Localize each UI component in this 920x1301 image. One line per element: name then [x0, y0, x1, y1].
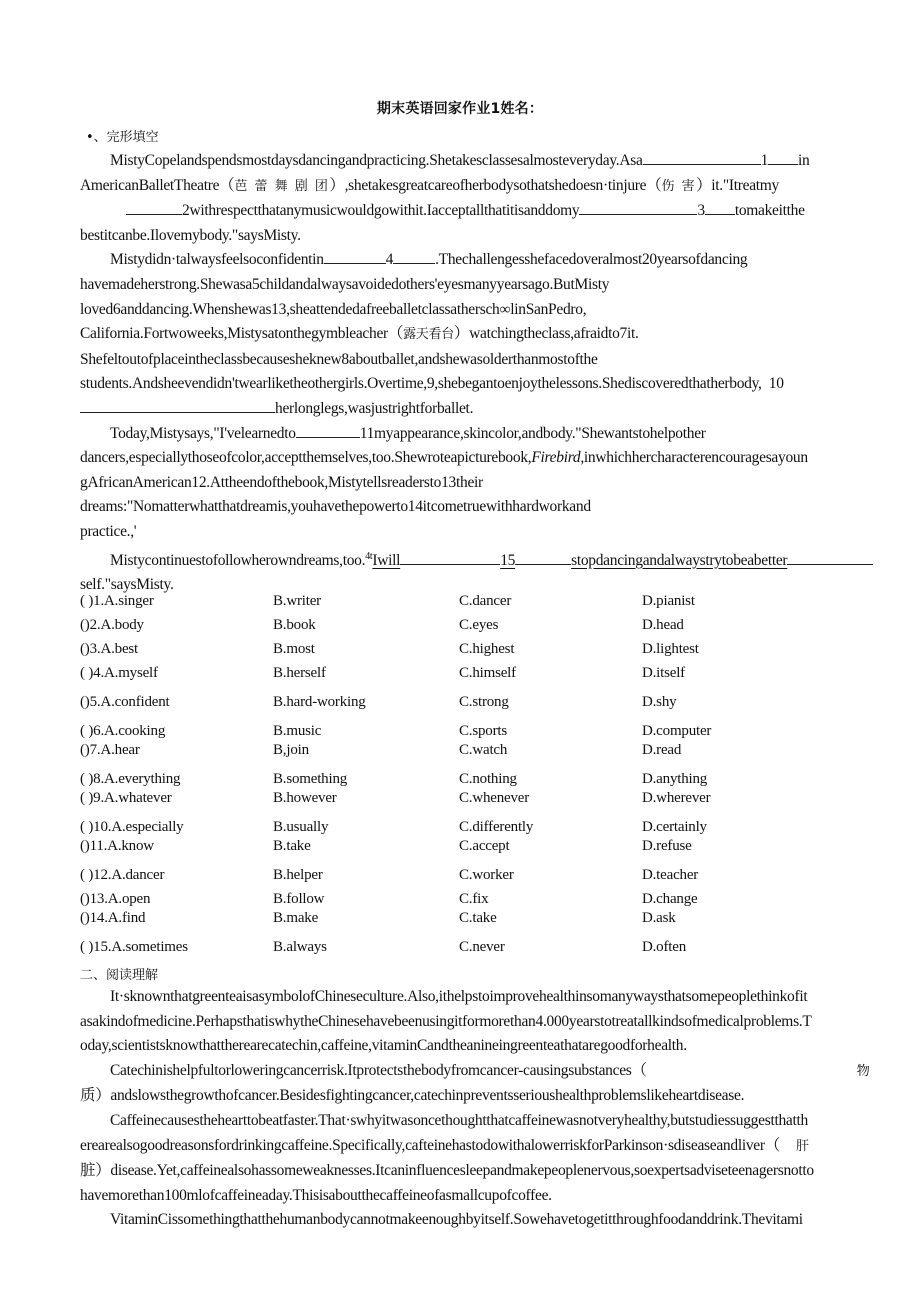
option-d[interactable]: D.head — [642, 617, 684, 633]
cn-gloss-ballet: 芭 蕾 舞 剧 团 — [234, 178, 330, 194]
option-b[interactable]: B.herself — [273, 665, 326, 681]
p1-line5: 2withrespectthatanymusicwouldgowithit.Iacceptallthatitisanddomy — [182, 202, 580, 220]
option-b[interactable]: B.helper — [273, 867, 323, 883]
p2-line9: herlonglegs,wasjustrightforballet. — [275, 399, 474, 417]
r2-line3: 质）andslowsthegrowthofcancer.Besidesfightingcancer,catechinpreventsserioushealthproblemslikeheartdisease. — [80, 1087, 745, 1105]
option-answer-box-10[interactable]: ( ) 10.A.especially — [80, 818, 273, 837]
option-answer-box-3[interactable]: () 3.A.best — [80, 640, 273, 659]
p2-line7: Shefeltoutofplaceintheclassbecausesheknew8aboutballet,andshewasolderthanmostofthe — [80, 350, 598, 368]
option-c[interactable]: C.strong — [459, 694, 509, 710]
blank-line — [400, 550, 500, 565]
option-answer-box-9[interactable]: ( ) 9.A.whatever — [80, 789, 273, 808]
spacer — [80, 928, 840, 938]
blank-line — [324, 249, 386, 264]
spacer — [80, 856, 840, 866]
option-b[interactable]: B.take — [273, 838, 311, 854]
spacer — [80, 683, 840, 693]
option-answer-box-14[interactable]: () 14.A.find — [80, 909, 273, 928]
option-a[interactable]: A.myself — [104, 665, 158, 681]
p4-line5: self."saysMisty. — [80, 576, 174, 594]
section-heading-cloze: •、完形填空 — [86, 130, 159, 145]
blank-line — [768, 150, 798, 165]
option-b[interactable]: B.always — [273, 939, 327, 955]
option-c[interactable]: C.nothing — [459, 771, 517, 787]
option-number: 5 — [89, 694, 97, 710]
option-d[interactable]: D.refuse — [642, 838, 692, 854]
option-row-15[interactable] — [80, 938, 840, 957]
option-a[interactable]: A.body — [100, 617, 144, 633]
p2-blanknum-10: 10 — [768, 375, 784, 393]
option-a[interactable]: A.dancer — [111, 867, 165, 883]
option-answer-box-12[interactable]: ( ) 12.A.dancer — [80, 866, 273, 885]
option-number: 9 — [93, 790, 101, 806]
option-a[interactable]: A.hear — [100, 742, 140, 758]
reading-paragraph-3 — [80, 1109, 920, 1208]
option-b[interactable]: B.music — [273, 723, 322, 739]
blank-line — [296, 423, 360, 438]
option-number: 13 — [89, 891, 105, 907]
p1-tail1: in — [798, 152, 810, 169]
option-answer-box-4[interactable]: ( ) 4.A.myself — [80, 664, 273, 683]
option-d[interactable]: D.pianist — [642, 593, 695, 609]
p2-line8: students.Andsheevendidn'twearliketheothergirls.Overtime,9,shebegantoenjoythelessons.Shediscoveredthatherbody, — [80, 375, 762, 393]
option-c[interactable]: C.highest — [459, 641, 515, 657]
option-number: 4 — [93, 665, 101, 681]
option-d[interactable]: D.certainly — [642, 819, 707, 835]
option-number: 10 — [93, 819, 108, 835]
option-number: 11 — [89, 838, 104, 854]
option-c[interactable]: C.sports — [459, 723, 507, 739]
r3-line5: havemorethan100mlofcaffeineaday.Thisisaboutthecaffeineofasmallcupofcoffee. — [80, 1186, 552, 1204]
option-b[interactable]: B.make — [273, 910, 319, 926]
option-c[interactable]: C.himself — [459, 665, 516, 681]
option-a[interactable]: A.singer — [104, 593, 154, 609]
option-b[interactable]: B.writer — [273, 593, 321, 609]
cn-gloss-substances: 物 — [856, 1063, 870, 1079]
option-number: 12 — [93, 867, 108, 883]
r3-line1: Caffeinecausesthehearttobeatfaster.That·swhyitwasoncethoughtthatcaffeinewasnotveryhealthy,butstudiessuggestthatth — [110, 1111, 808, 1129]
reading-paragraph-4 — [80, 1208, 920, 1233]
option-d[interactable]: D.ask — [642, 910, 676, 926]
option-a[interactable]: A.know — [107, 838, 154, 854]
p3-line7: dreams:"Nomatterwhatthatdreamis,youhavethepowerto14itcometruewithhardworkand — [80, 498, 591, 516]
option-b[interactable]: B,join — [273, 742, 309, 758]
cn-gloss-bleacher: 露天看台 — [403, 327, 454, 343]
option-b[interactable]: B.book — [273, 617, 316, 633]
option-d[interactable]: D.wherever — [642, 790, 711, 806]
option-a[interactable]: A.everything — [104, 771, 181, 787]
option-answer-box-15[interactable]: ( ) 15.A.sometimes — [80, 938, 273, 957]
option-a[interactable]: A.best — [100, 641, 139, 657]
blank-line — [126, 200, 182, 215]
blank-line — [787, 550, 873, 565]
option-row-11[interactable] — [80, 837, 840, 856]
option-row-10[interactable] — [80, 818, 840, 837]
option-c[interactable]: C.worker — [459, 867, 514, 883]
p1-line7: bestitcanbe.Ilovemybody."saysMisty. — [80, 226, 301, 244]
option-number: 1 — [93, 593, 101, 609]
option-b[interactable]: B.hard-working — [273, 694, 366, 710]
option-answer-box-8[interactable]: ( ) 8.A.everything — [80, 770, 273, 789]
p1-line2: AmericanBalletTheatre（ — [80, 176, 235, 194]
option-a[interactable]: A.sometimes — [111, 939, 188, 955]
option-a[interactable]: A.find — [107, 910, 146, 926]
option-row-6[interactable] — [80, 722, 840, 741]
p4-line2: Iwill — [372, 551, 401, 569]
option-number: 8 — [93, 771, 101, 787]
option-row-9[interactable] — [80, 789, 840, 808]
blank-line — [643, 150, 761, 165]
option-b[interactable]: B.however — [273, 790, 337, 806]
p1-line1: MistyCopelandspendsmostdaysdancingandpracticing.Shetakesclassesalmosteveryday.Asa — [110, 152, 643, 169]
blank-line — [80, 398, 275, 413]
option-answer-box-5[interactable]: () 5.A.confident — [80, 693, 273, 712]
option-d[interactable]: D.change — [642, 891, 698, 907]
spacer — [80, 760, 840, 770]
p1-line6: tomakeitthe — [734, 202, 805, 220]
option-c[interactable]: C.accept — [459, 838, 510, 854]
option-c[interactable]: C.watch — [459, 742, 508, 758]
r3-line2: erearealsogoodreasonsfordrinkingcaffeine.Specifically,cafteinehastodowithalowerriskforParkinson·sdiseaseandliver（ — [80, 1136, 780, 1154]
option-row-2[interactable] — [80, 616, 840, 635]
option-a[interactable]: A.whatever — [104, 790, 172, 806]
blank-line — [515, 550, 571, 565]
option-number: 14 — [89, 910, 105, 926]
option-row-4[interactable] — [80, 664, 840, 683]
option-d[interactable]: D.often — [642, 939, 687, 955]
option-row-13[interactable] — [80, 890, 840, 909]
p1-line3: ）,shetakesgreatcareofherbodysothatshedoesn·tinjure（ — [329, 176, 662, 194]
cn-gloss-injure: 伤 害 — [661, 178, 697, 194]
p2-line3: havemadeherstrong.Shewasa5childandalwaysavoidedothers'eyesmanyyearsago.ButMisty — [80, 275, 610, 293]
option-a[interactable]: A.confident — [100, 694, 170, 710]
p3-line6: gAfricanAmerican12.Attheendofthebook,Mistytellsreadersto13their — [80, 473, 483, 491]
spacer — [80, 712, 840, 722]
option-c[interactable]: C.dancer — [459, 593, 512, 609]
option-number: 3 — [89, 641, 97, 657]
option-d[interactable]: D.teacher — [642, 867, 699, 883]
p3-line5: inwhichhercharacterencouragesayoun — [583, 449, 808, 467]
option-a[interactable]: A.especially — [111, 819, 184, 835]
option-d[interactable]: D.computer — [642, 723, 712, 739]
option-row-14[interactable] — [80, 909, 840, 928]
option-d[interactable]: D.shy — [642, 694, 677, 710]
option-answer-box-13[interactable]: () 13.A.open — [80, 890, 273, 909]
option-row-7[interactable] — [80, 741, 840, 760]
p2-line4: loved6anddancing.Whenshewas13,sheattendedafreeballetclassathersch∞linSanPedro, — [80, 300, 587, 318]
option-row-1[interactable] — [80, 592, 840, 611]
blank-line — [579, 200, 697, 215]
p1-blanknum-3: 3 — [697, 202, 705, 220]
option-number: 7 — [89, 742, 97, 758]
p1-blanknum-1: 1 — [760, 152, 769, 169]
p4-line1: Mistycontinuestofollowherowndreams,too. — [110, 551, 366, 569]
option-a[interactable]: A.open — [107, 891, 151, 907]
option-d[interactable]: D.read — [642, 742, 682, 758]
option-b[interactable]: B.follow — [273, 891, 325, 907]
option-answer-box-2[interactable]: () 2.A.body — [80, 616, 273, 635]
p3-line8: practice.,' — [80, 522, 137, 540]
p1-line4: ）it."Itreatmy — [696, 176, 779, 194]
spacer — [80, 808, 840, 818]
p4-superscript: 4t — [365, 550, 373, 562]
blank-line — [705, 200, 735, 215]
option-d[interactable]: D.anything — [642, 771, 708, 787]
section-heading-reading: 二、阅读理解 — [80, 968, 159, 983]
cloze-paragraph-4 — [80, 545, 920, 598]
p4-line4: stopdancingandalwaystrytobeabetter — [571, 551, 788, 569]
option-number: 15 — [93, 939, 108, 955]
p2-line6: ）watchingtheclass,afraidto7it. — [453, 325, 639, 343]
p2-line1: Mistydidn·talwaysfeelsoconfidentin — [110, 251, 324, 269]
page-title: 期末英语回家作业1姓名： — [376, 101, 544, 117]
cloze-options-list — [80, 592, 840, 957]
r2-line1: Catechinishelpfultorloweringcancerrisk.Itprotectsthebodyfromcancer-causingsubstances（ — [110, 1061, 647, 1079]
cloze-section — [80, 126, 920, 598]
r1-line2: asakindofmedicine.PerhapsthatiswhytheChinesehavebeenusingitformorethan4.000yearstotreatallkindsofmedicalproblems.T — [80, 1012, 812, 1030]
option-d[interactable]: D.itself — [642, 665, 685, 681]
option-number: 2 — [89, 617, 97, 633]
reading-paragraph-2 — [80, 1059, 920, 1109]
reading-paragraph-1 — [80, 985, 920, 1059]
option-c[interactable]: C.whenever — [459, 790, 530, 806]
book-title-firebird: Firebird, — [531, 449, 584, 467]
option-c[interactable]: C.eyes — [459, 617, 499, 633]
option-answer-box-11[interactable]: () 11.A.know — [80, 837, 273, 856]
option-b[interactable]: B.usually — [273, 819, 329, 835]
option-row-12[interactable] — [80, 866, 840, 885]
p3-line2: 11myappearance,skincolor,andbody."Shewantstohelpother — [359, 424, 706, 442]
p4-blanknum-15: 15 — [500, 551, 516, 569]
option-number: 6 — [93, 723, 101, 739]
option-answer-box-7[interactable]: () 7.A.hear — [80, 741, 273, 760]
r3-line4: 脏）disease.Yet,caffeinealsohassomeweaknesses.Itcaninfluencesleepandmakepeoplenervous,soexpertsadviseteenagersnotto — [80, 1162, 814, 1180]
cn-gloss-liver: 肝 — [795, 1138, 809, 1154]
cloze-paragraph-1 — [80, 149, 920, 248]
option-b[interactable]: B.something — [273, 771, 348, 787]
option-row-3[interactable] — [80, 640, 840, 659]
reading-section — [80, 962, 920, 1233]
cloze-paragraph-2 — [80, 248, 920, 421]
option-row-5[interactable] — [80, 693, 840, 712]
cloze-paragraph-3 — [80, 422, 920, 545]
option-c[interactable]: C.take — [459, 910, 497, 926]
p2-blanknum-4: 4 — [385, 251, 394, 269]
option-row-8[interactable] — [80, 770, 840, 789]
r1-line3: oday,scientistsknowthattherearecatechin,caffeine,vitaminCandtheanineingreenteathataregoodforhealth. — [80, 1037, 687, 1055]
option-d[interactable]: D.lightest — [642, 641, 699, 657]
p3-line1: Today,Mistysays,"I'velearnedto — [110, 424, 296, 442]
option-c[interactable]: C.differently — [459, 819, 534, 835]
r1-line1: It·sknownthatgreenteaisasymbolofChineseculture.Also,ithelpstoimprovehealthinsomanywaysthatsomepeoplethinkofit — [110, 988, 808, 1005]
p3-line3: dancers,especiallythoseofcolor,acceptthemselves,too.Shewroteapicturebook, — [80, 449, 532, 467]
blank-line — [393, 249, 435, 264]
option-b[interactable]: B.most — [273, 641, 315, 657]
option-a[interactable]: A.cooking — [104, 723, 166, 739]
option-c[interactable]: C.never — [459, 939, 505, 955]
option-answer-box-6[interactable]: ( ) 6.A.cooking — [80, 722, 273, 741]
p2-line5: California.Fortwoweeks,Mistysatonthegymbleacher（ — [80, 325, 404, 343]
option-c[interactable]: C.fix — [459, 891, 489, 907]
r4-line1: VitaminCissomethingthatthehumanbodycannotmakeenoughbyitself.Sowehavetogetitthroughfoodanddrink.Thevitami — [110, 1211, 803, 1229]
p2-line2: .Thechallengesshefacedoveralmost20yearsofdancing — [435, 251, 748, 269]
option-answer-box-1[interactable]: ( ) 1.A.singer — [80, 592, 273, 611]
